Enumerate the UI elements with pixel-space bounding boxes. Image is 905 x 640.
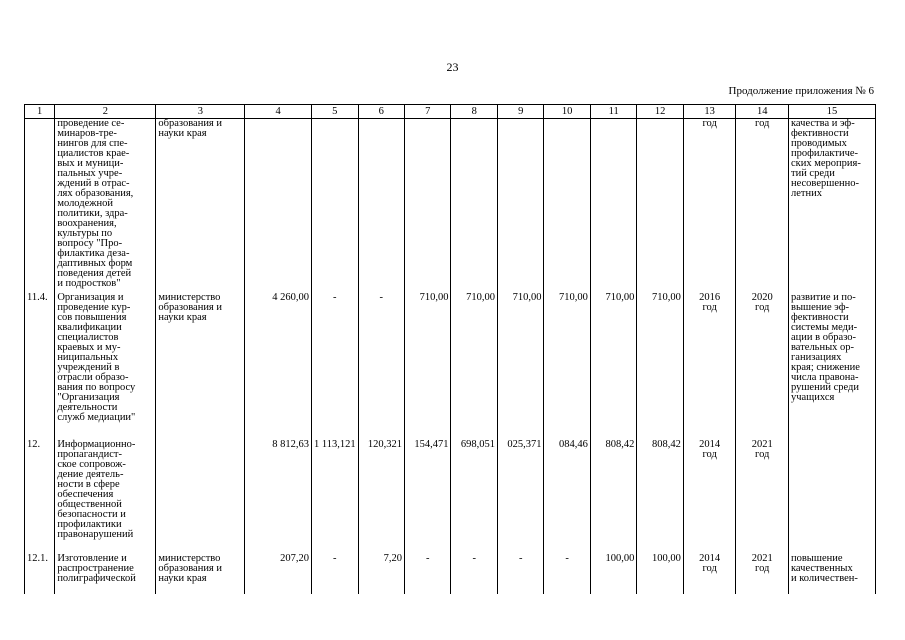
amount-col-10 — [544, 119, 590, 290]
col-header-13: 13 — [683, 105, 736, 119]
amount-col-11: 100,00 — [590, 554, 636, 594]
col-header-1: 1 — [25, 105, 55, 119]
executor — [156, 439, 245, 554]
row-number: 12.1. — [25, 554, 55, 594]
amount-col-5: - — [312, 289, 358, 439]
amount-col-7: 710,00 — [404, 289, 450, 439]
expected-result — [788, 439, 875, 554]
amount-col-6: 7,20 — [358, 554, 404, 594]
total-amount: 4 260,00 — [245, 289, 312, 439]
table-row — [25, 554, 876, 594]
start-year: 2016 год — [683, 289, 736, 439]
amount-col-10: 710,00 — [544, 289, 590, 439]
col-header-9: 9 — [497, 105, 543, 119]
col-header-12: 12 — [637, 105, 683, 119]
table-row — [25, 119, 876, 290]
amount-col-8: - — [451, 554, 497, 594]
col-header-15: 15 — [788, 105, 875, 119]
amount-col-6 — [358, 119, 404, 290]
start-year: 2014 год — [683, 439, 736, 554]
amount-col-8 — [451, 119, 497, 290]
total-amount — [245, 119, 312, 290]
amount-col-10: 084,46 — [544, 439, 590, 554]
amount-col-12: 710,00 — [637, 289, 683, 439]
col-header-14: 14 — [736, 105, 789, 119]
row-number — [25, 119, 55, 290]
col-header-3: 3 — [156, 105, 245, 119]
page-number: 23 — [446, 60, 459, 74]
amount-col-5: - — [312, 554, 358, 594]
amount-col-12: 100,00 — [637, 554, 683, 594]
col-header-5: 5 — [312, 105, 358, 119]
col-header-7: 7 — [404, 105, 450, 119]
col-header-6: 6 — [358, 105, 404, 119]
amount-col-9: - — [497, 554, 543, 594]
amount-col-9: 710,00 — [497, 289, 543, 439]
activity-name: Информационно- пропагандист- ское сопровож- дение деятель- ности в сфере обеспечения общественной безопасности и профилактики правонарушений — [55, 439, 156, 554]
col-header-2: 2 — [55, 105, 156, 119]
end-year: 2021 год — [736, 554, 789, 594]
col-header-4: 4 — [245, 105, 312, 119]
amount-col-12 — [637, 119, 683, 290]
start-year: год — [683, 119, 736, 290]
amount-col-10: - — [544, 554, 590, 594]
executor: министерство образования и науки края — [156, 289, 245, 439]
activity-name: Изготовление и распространение полиграфической — [55, 554, 156, 594]
amount-col-8: 698,051 — [451, 439, 497, 554]
total-amount: 207,20 — [245, 554, 312, 594]
amount-col-6: - — [358, 289, 404, 439]
continuation-note: Продолжение приложения № 6 — [728, 85, 874, 97]
amount-col-5: 1 113,121 — [312, 439, 358, 554]
activity-name: проведение се- минаров-тре- нингов для спе- циалистов крае- вых и муници- пальных учре- ждений в отрас- лях образования, молодежной политики, здра- воохранения, культуры по вопросу "Про- филактика деза- даптивных форм поведения детей и подростков" — [55, 119, 156, 290]
row-number: 12. — [25, 439, 55, 554]
header-row — [25, 105, 876, 119]
amount-col-9 — [497, 119, 543, 290]
appendix-table — [24, 104, 876, 594]
col-header-8: 8 — [451, 105, 497, 119]
amount-col-8: 710,00 — [451, 289, 497, 439]
expected-result: развитие и по- вышение эф- фективности системы меди- ации в образо- вательных ор- ганизациях края; снижение числа правона- рушений среди учащихся — [788, 289, 875, 439]
end-year: 2021 год — [736, 439, 789, 554]
amount-col-11: 808,42 — [590, 439, 636, 554]
amount-col-7 — [404, 119, 450, 290]
amount-col-7: - — [404, 554, 450, 594]
row-number: 11.4. — [25, 289, 55, 439]
expected-result: качества и эф- фективности проводимых профилактиче- ских мероприя- тий среди несовершенно- летних — [788, 119, 875, 290]
col-header-10: 10 — [544, 105, 590, 119]
executor: министерство образования и науки края — [156, 554, 245, 594]
amount-col-11: 710,00 — [590, 289, 636, 439]
amount-col-7: 154,471 — [404, 439, 450, 554]
total-amount: 8 812,63 — [245, 439, 312, 554]
amount-col-12: 808,42 — [637, 439, 683, 554]
start-year: 2014 год — [683, 554, 736, 594]
amount-col-5 — [312, 119, 358, 290]
end-year: год — [736, 119, 789, 290]
table-row — [25, 289, 876, 439]
activity-name: Организация и проведение кур- сов повышения квалификации специалистов краевых и му- ниципальных учреждений в отрасли образо- вания по вопросу "Организация деятельности служб медиации" — [55, 289, 156, 439]
expected-result: повышение качественных и количествен- — [788, 554, 875, 594]
end-year: 2020 год — [736, 289, 789, 439]
executor: образования и науки края — [156, 119, 245, 290]
amount-col-11 — [590, 119, 636, 290]
col-header-11: 11 — [590, 105, 636, 119]
amount-col-9: 025,371 — [497, 439, 543, 554]
amount-col-6: 120,321 — [358, 439, 404, 554]
table-row — [25, 439, 876, 554]
